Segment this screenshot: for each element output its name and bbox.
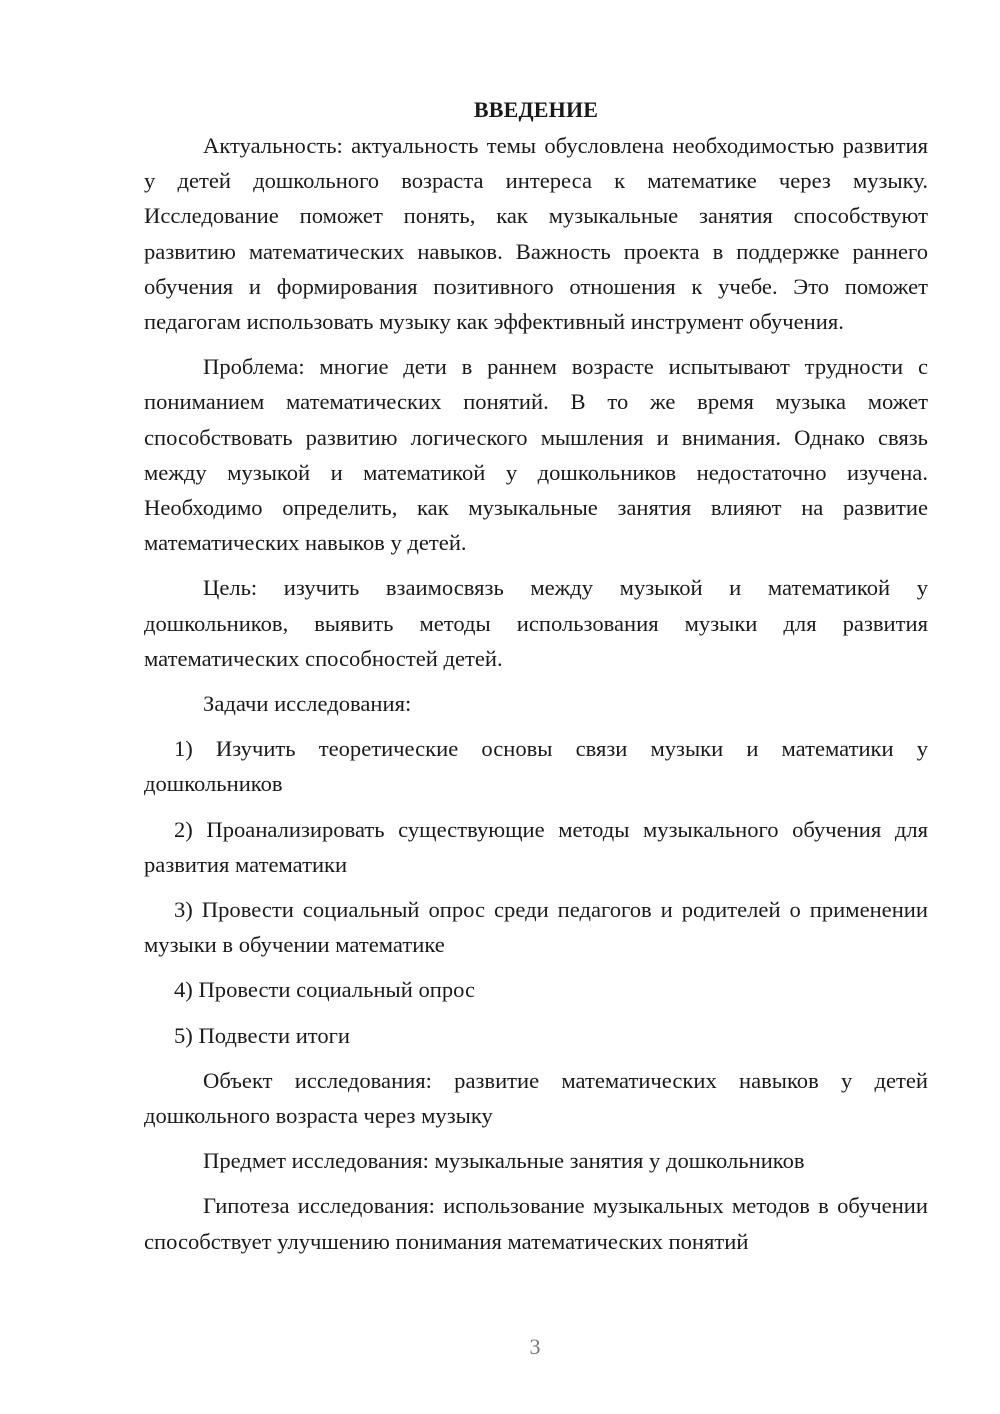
task-item-1: 1) Изучить теоретические основы связи музыки и математики у дошкольников: [144, 736, 928, 797]
paragraph-relevance: Актуальность: актуальность темы обусловлена необходимостью развития у детей дошкольного возраста интереса к математике через музыку. Исследование поможет понять, как музыкальные занятия способствуют развитию математических навыков. Важность проекта в поддержке раннего обучения и формирования позитивного отношения к учебе. Это поможет педагогам использовать музыку как эффективный инструмент обучения.: [144, 133, 928, 335]
task-item-3: 3) Провести социальный опрос среди педагогов и родителей о применении музыки в обучении математике: [144, 897, 928, 958]
paragraph-hypothesis: Гипотеза исследования: использование музыкальных методов в обучении способствует улучшению понимания математических понятий: [144, 1193, 928, 1254]
paragraph-goal: Цель: изучить взаимосвязь между музыкой и математикой у дошкольников, выявить методы использования музыки для развития математических способностей детей.: [144, 575, 928, 671]
task-item-4: 4) Провести социальный опрос: [174, 977, 476, 1003]
section-heading: ВВЕДЕНИЕ: [473, 97, 599, 122]
paragraph-object: Объект исследования: развитие математических навыков у детей дошкольного возраста через музыку: [144, 1067, 928, 1129]
task-item-5: 5) Подвести итоги: [174, 1022, 351, 1048]
page-number: 3: [529, 1334, 541, 1359]
paragraph-problem: Проблема: многие дети в раннем возрасте испытывают трудности с пониманием математических понятий. В то же время музыка может способствовать развитию логического мышления и внимания. Однако связь между музыкой и математикой у дошкольников недостаточно изучена. Необходимо определить, как музыкальные занятия влияют на развитие математических навыков у детей.: [144, 354, 928, 556]
document-body: [144, 92, 928, 1269]
paragraph-subject: Предмет исследования: музыкальные занятия у дошкольников: [203, 1148, 805, 1174]
task-item-2: 2) Проанализировать существующие методы музыкального обучения для развития математики: [144, 816, 928, 877]
paragraph-tasks-heading: Задачи исследования:: [203, 691, 412, 717]
